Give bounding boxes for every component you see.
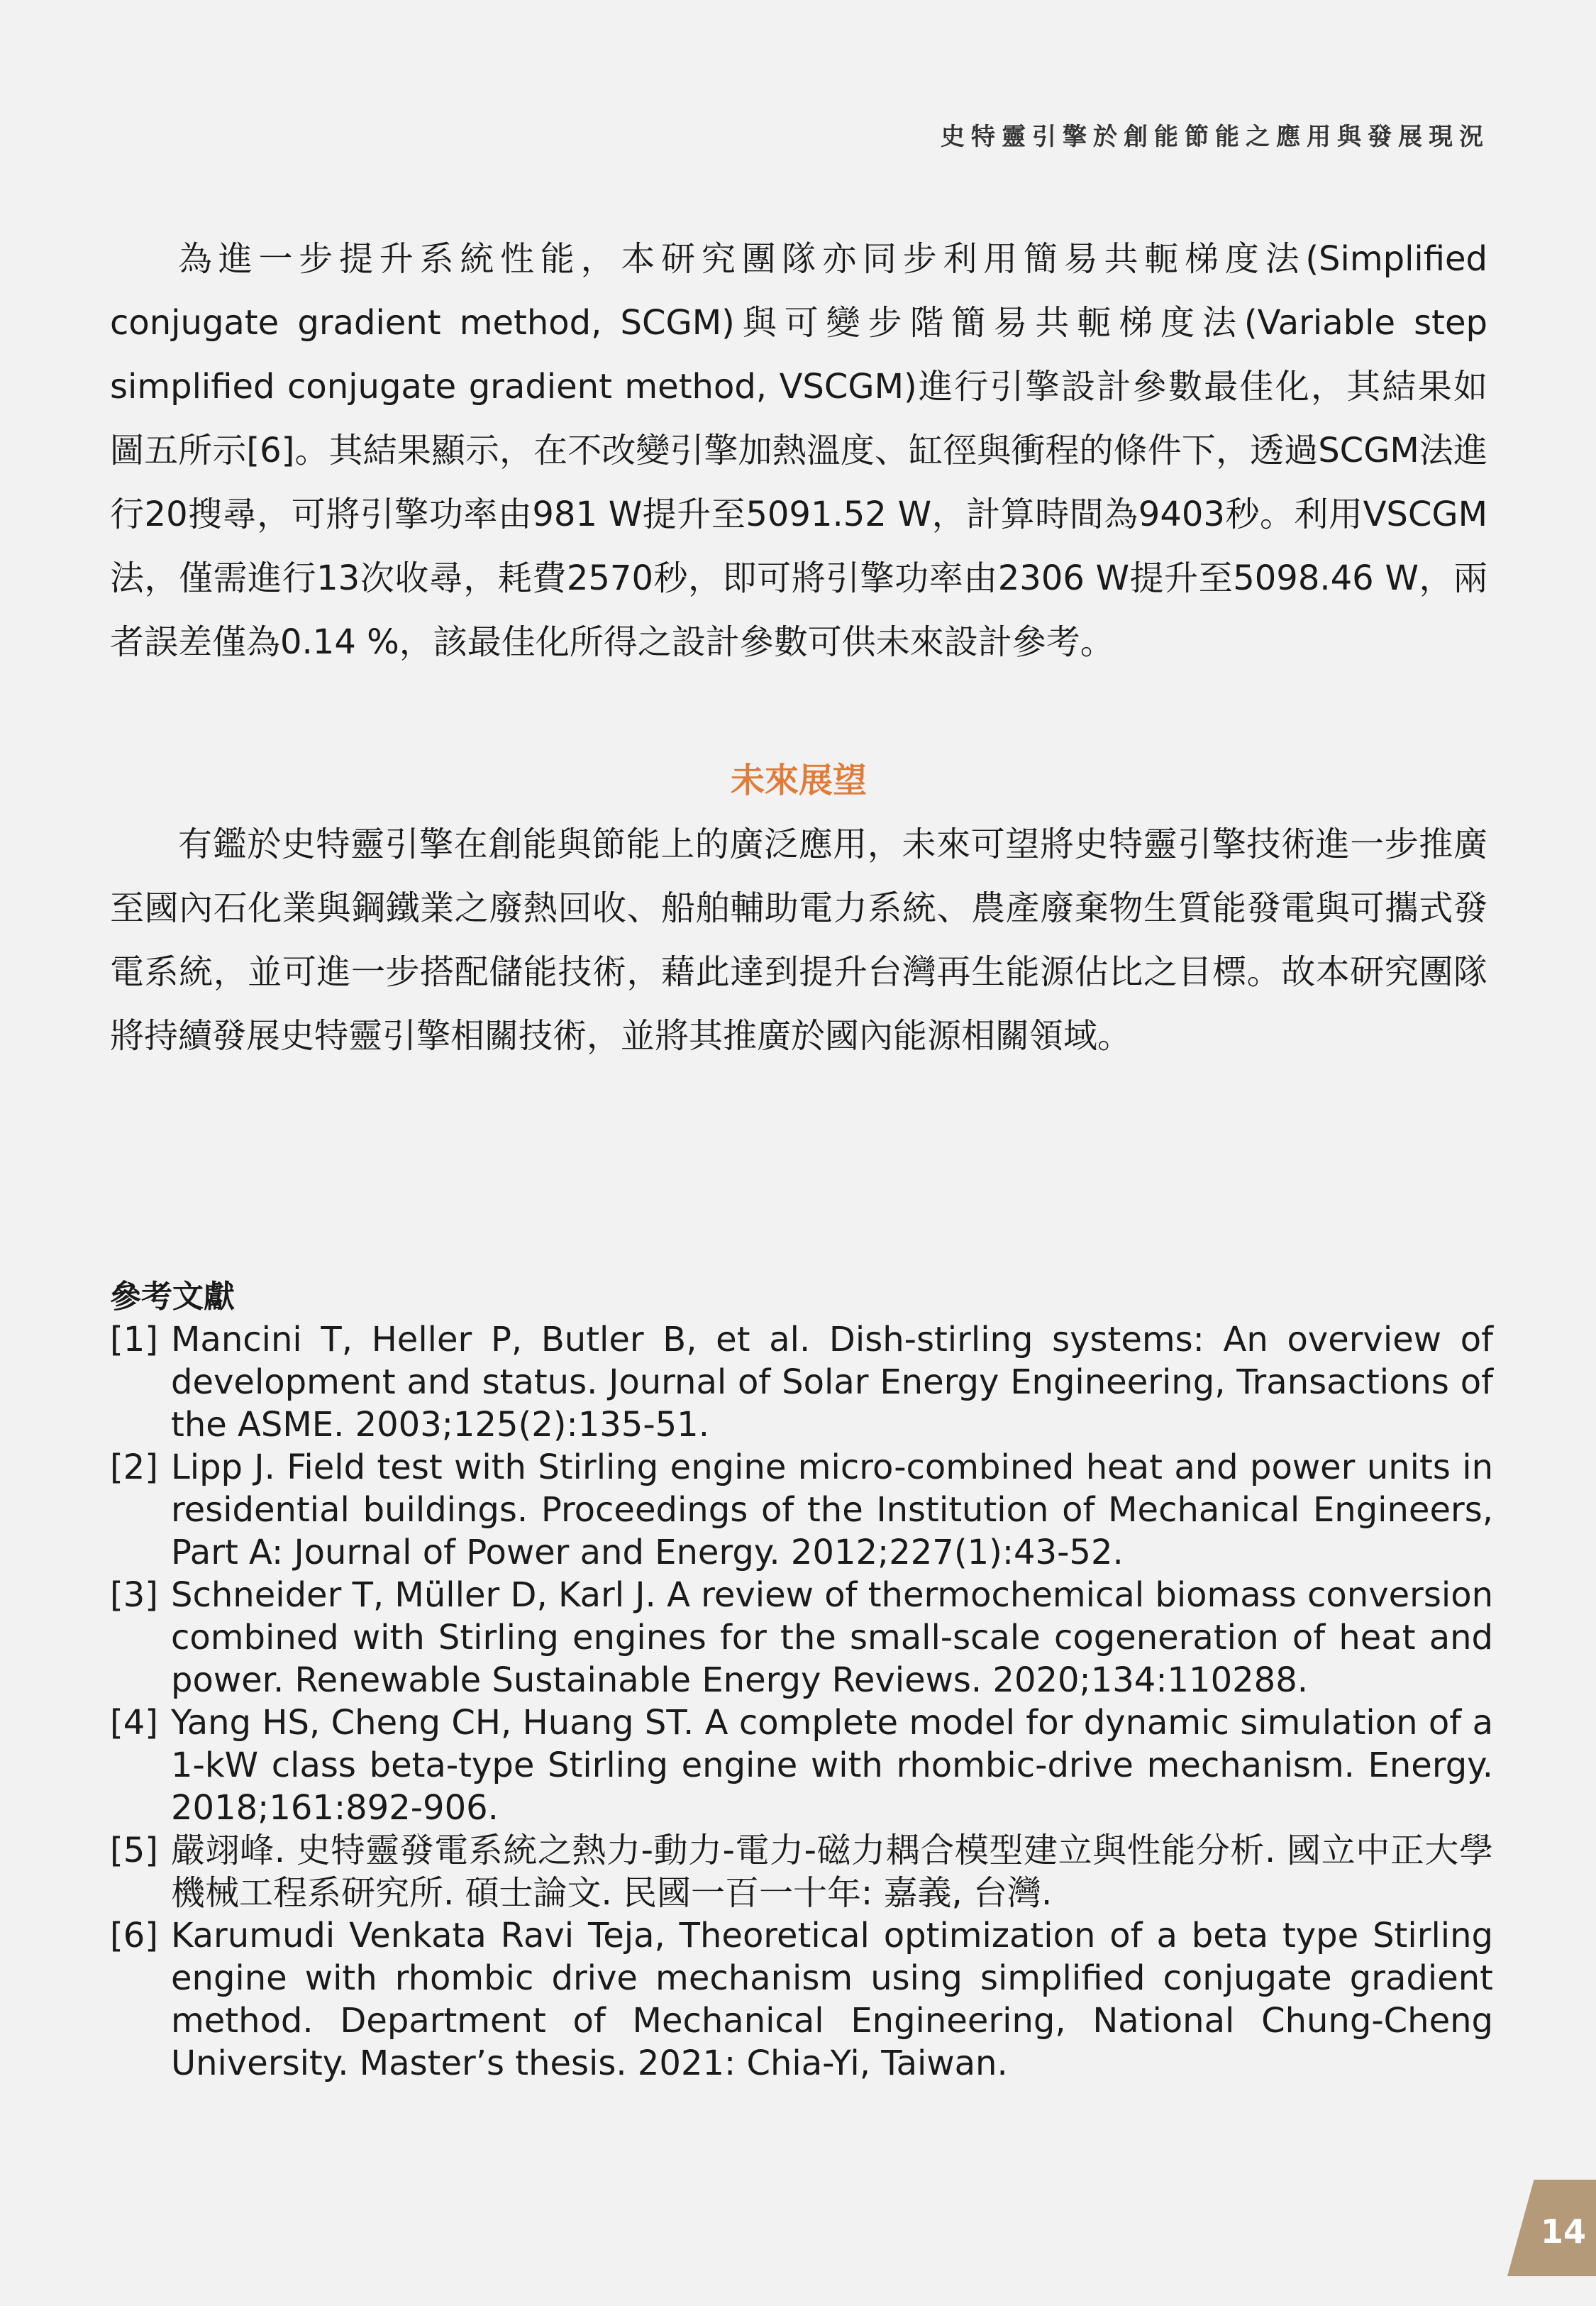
- reference-number: [4]: [110, 1703, 158, 1743]
- reference-text: Mancini T, Heller P, Butler B, et al. Dish-stirling systems: An overview of development and status. Journal of Solar Energy Engineering, Transactions of the ASME. 2003;125(2):135-51.: [171, 1320, 1493, 1445]
- reference-text: Schneider T, Müller D, Karl J. A review of thermochemical biomass conversion combined with Stirling engines for the small-scale cogeneration of heat and power. Renewable Sustainable Energy Reviews. 2020;134:110288.: [171, 1575, 1493, 1700]
- references-section: [110, 1276, 1493, 2085]
- section-title-future-outlook: 未來展望: [730, 761, 867, 800]
- reference-item: [110, 1914, 1493, 2085]
- main-content: [110, 227, 1487, 1068]
- reference-item: [110, 1701, 1493, 1829]
- reference-text: Karumudi Venkata Ravi Teja, Theoretical optimization of a beta type Stirling engine with rhombic drive mechanism using simplified conjugate gradient method. Department of Mechanical Engineering, National Chung-Cheng University. Master’s thesis. 2021: Chia-Yi, Taiwan.: [171, 1916, 1493, 2083]
- reference-item: [110, 1574, 1493, 1701]
- page-number: 14: [1540, 2212, 1586, 2251]
- reference-item: [110, 1318, 1493, 1446]
- reference-number: [2]: [110, 1447, 158, 1487]
- reference-item: [110, 1446, 1493, 1574]
- reference-number: [3]: [110, 1575, 158, 1615]
- reference-item: [110, 1829, 1493, 1914]
- reference-number: [5]: [110, 1831, 158, 1870]
- running-header: 史特靈引擎於創能節能之應用與發展現況: [941, 123, 1490, 151]
- reference-number: [6]: [110, 1916, 158, 1955]
- reference-text: 嚴翊峰. 史特靈發電系統之熱力-動力-電力-磁力耦合模型建立與性能分析. 國立中正大學機械工程系研究所. 碩士論文. 民國一百一十年: 嘉義, 台灣.: [171, 1831, 1493, 1913]
- paragraph-optimization: 為進一步提升系統性能，本研究團隊亦同步利用簡易共軛梯度法(Simplified conjugate gradient method, SCGM)與可變步階簡易共軛梯度法(Variable step simplified conjugate gradient method, VSCGM)進行引擎設計參數最佳化，其結果如圖五所示[6]。其結果顯示，在不改變引擎加熱溫度、缸徑與衝程的條件下，透過SCGM法進行20搜尋，可將引擎功率由981 W提升至5091.52 W，計算時間為9403秒。利用VSCGM法，僅需進行13次收尋，耗費2570秒，即可將引擎功率由2306 W提升至5098.46 W，兩者誤差僅為0.14 %，該最佳化所得之設計參數可供未來設計參考。: [110, 239, 1487, 662]
- reference-text: Yang HS, Cheng CH, Huang ST. A complete model for dynamic simulation of a 1-kW class beta-type Stirling engine with rhombic-drive mechanism. Energy. 2018;161:892-906.: [171, 1703, 1493, 1828]
- reference-text: Lipp J. Field test with Stirling engine micro-combined heat and power units in residential buildings. Proceedings of the Institution of Mechanical Engineers, Part A: Journal of Power and Energy. 2012;227(1):43-52.: [171, 1447, 1493, 1572]
- paragraph-future-outlook: 有鑑於史特靈引擎在創能與節能上的廣泛應用，未來可望將史特靈引擎技術進一步推廣至國內石化業與鋼鐵業之廢熱回收、船舶輔助電力系統、農產廢棄物生質能發電與可攜式發電系統，並可進一步搭配儲能技術，藉此達到提升台灣再生能源佔比之目標。故本研究團隊將持續發展史特靈引擎相關技術，並將其推廣於國內能源相關領域。: [110, 824, 1487, 1056]
- references-title: 參考文獻: [110, 1279, 235, 1315]
- reference-number: [1]: [110, 1320, 158, 1359]
